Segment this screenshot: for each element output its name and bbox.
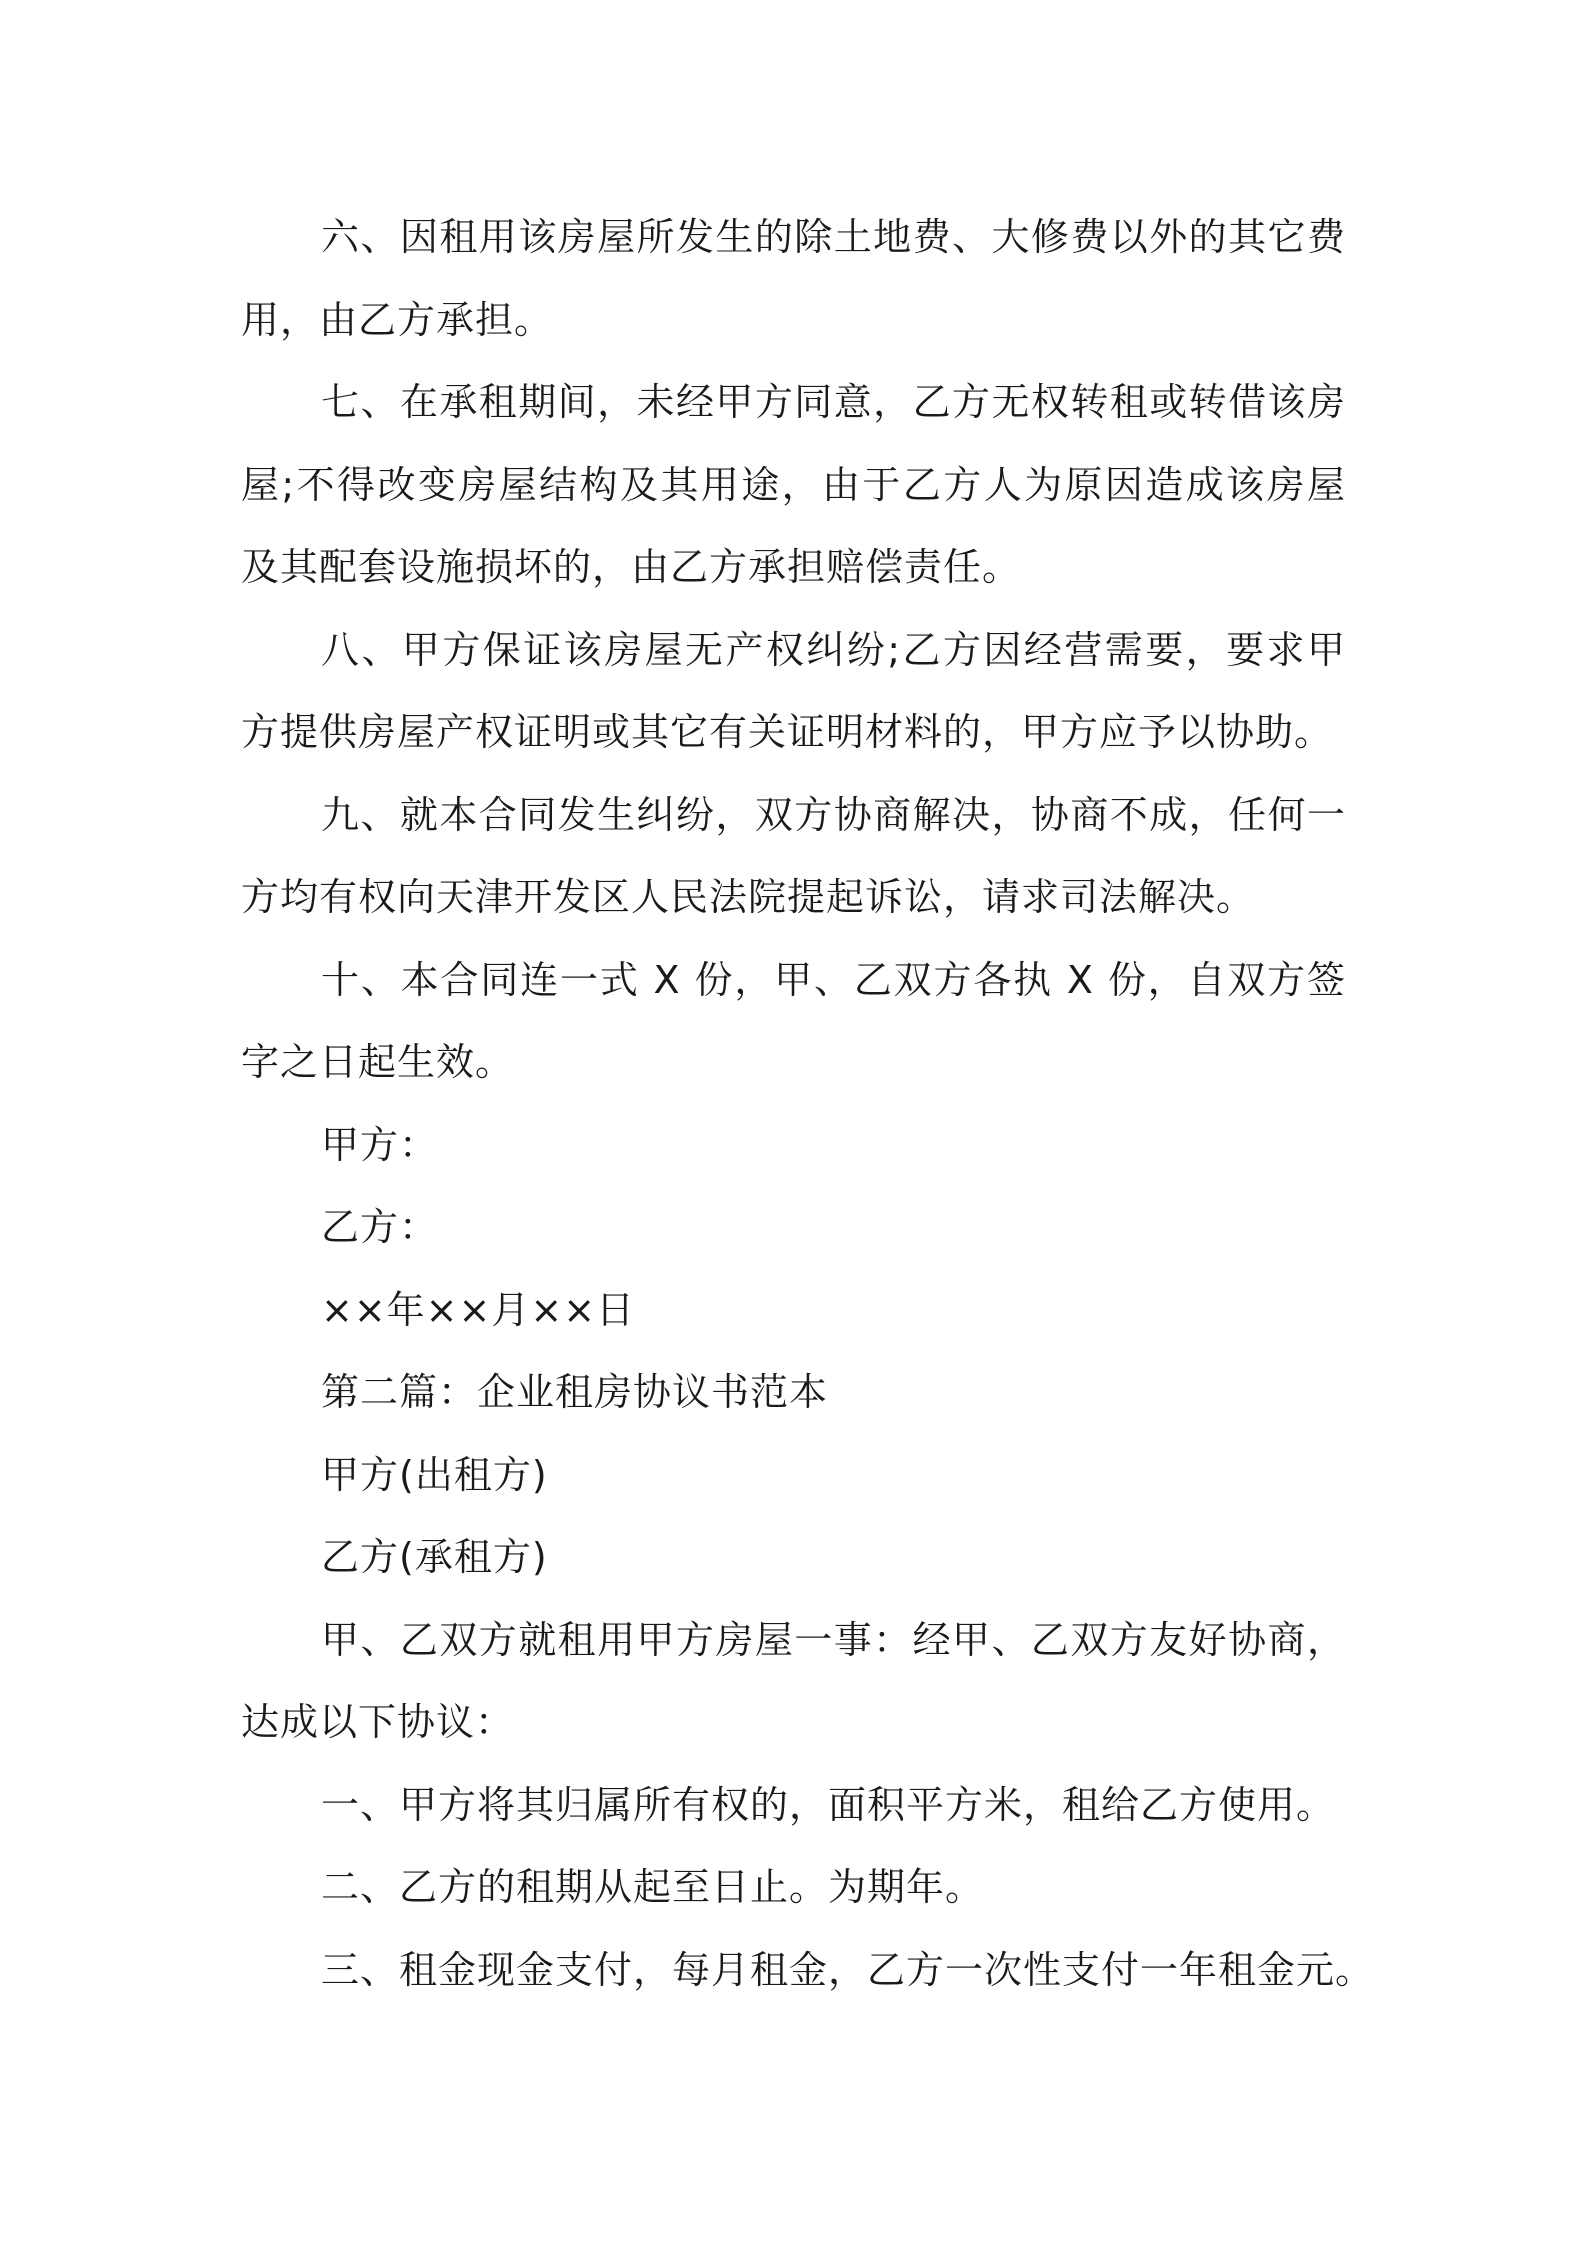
clause-8: 八、甲方保证该房屋无产权纠纷;乙方因经营需要，要求甲方提供房屋产权证明或其它有关证明材料的，甲方应予以协助。 (241, 627, 1346, 754)
signature-party-a: 甲方： (321, 1122, 439, 1167)
agreement-clause-2: 二、乙方的租期从起至日止。为期年。 (321, 1865, 985, 1909)
signature-party-b: 乙方： (321, 1205, 439, 1249)
clause-6: 六、因租用该房屋所发生的除土地费、大修费以外的其它费用，由乙方承担。 (241, 215, 1346, 342)
document-body (241, 196, 1375, 2011)
lessor-label: 甲方(出租方) (321, 1452, 548, 1497)
clause-10: 十、本合同连一式 X 份，甲、乙双方各执 X 份，自双方签字之日起生效。 (241, 957, 1346, 1084)
agreement-clause-3: 三、租金现金支付，每月租金，乙方一次性支付一年租金元。 (321, 1947, 1375, 1992)
agreement-intro: 甲、乙双方就租用甲方房屋一事：经甲、乙双方友好协商，达成以下协议： (241, 1617, 1346, 1744)
section-title: 第二篇：企业租房协议书范本 (321, 1370, 829, 1414)
clause-7: 七、在承租期间，未经甲方同意，乙方无权转租或转借该房屋;不得改变房屋结构及其用途，由于乙方人为原因造成该房屋及其配套设施损坏的，由乙方承担赔偿责任。 (241, 380, 1346, 589)
agreement-clause-1: 一、甲方将其归属所有权的，面积平方米，租给乙方使用。 (321, 1782, 1336, 1827)
clause-9: 九、就本合同发生纠纷，双方协商解决，协商不成，任何一方均有权向天津开发区人民法院提起诉讼，请求司法解决。 (241, 792, 1346, 919)
signature-date: ××年××月××日 (321, 1287, 636, 1332)
lessee-label: 乙方(承租方) (321, 1535, 548, 1579)
